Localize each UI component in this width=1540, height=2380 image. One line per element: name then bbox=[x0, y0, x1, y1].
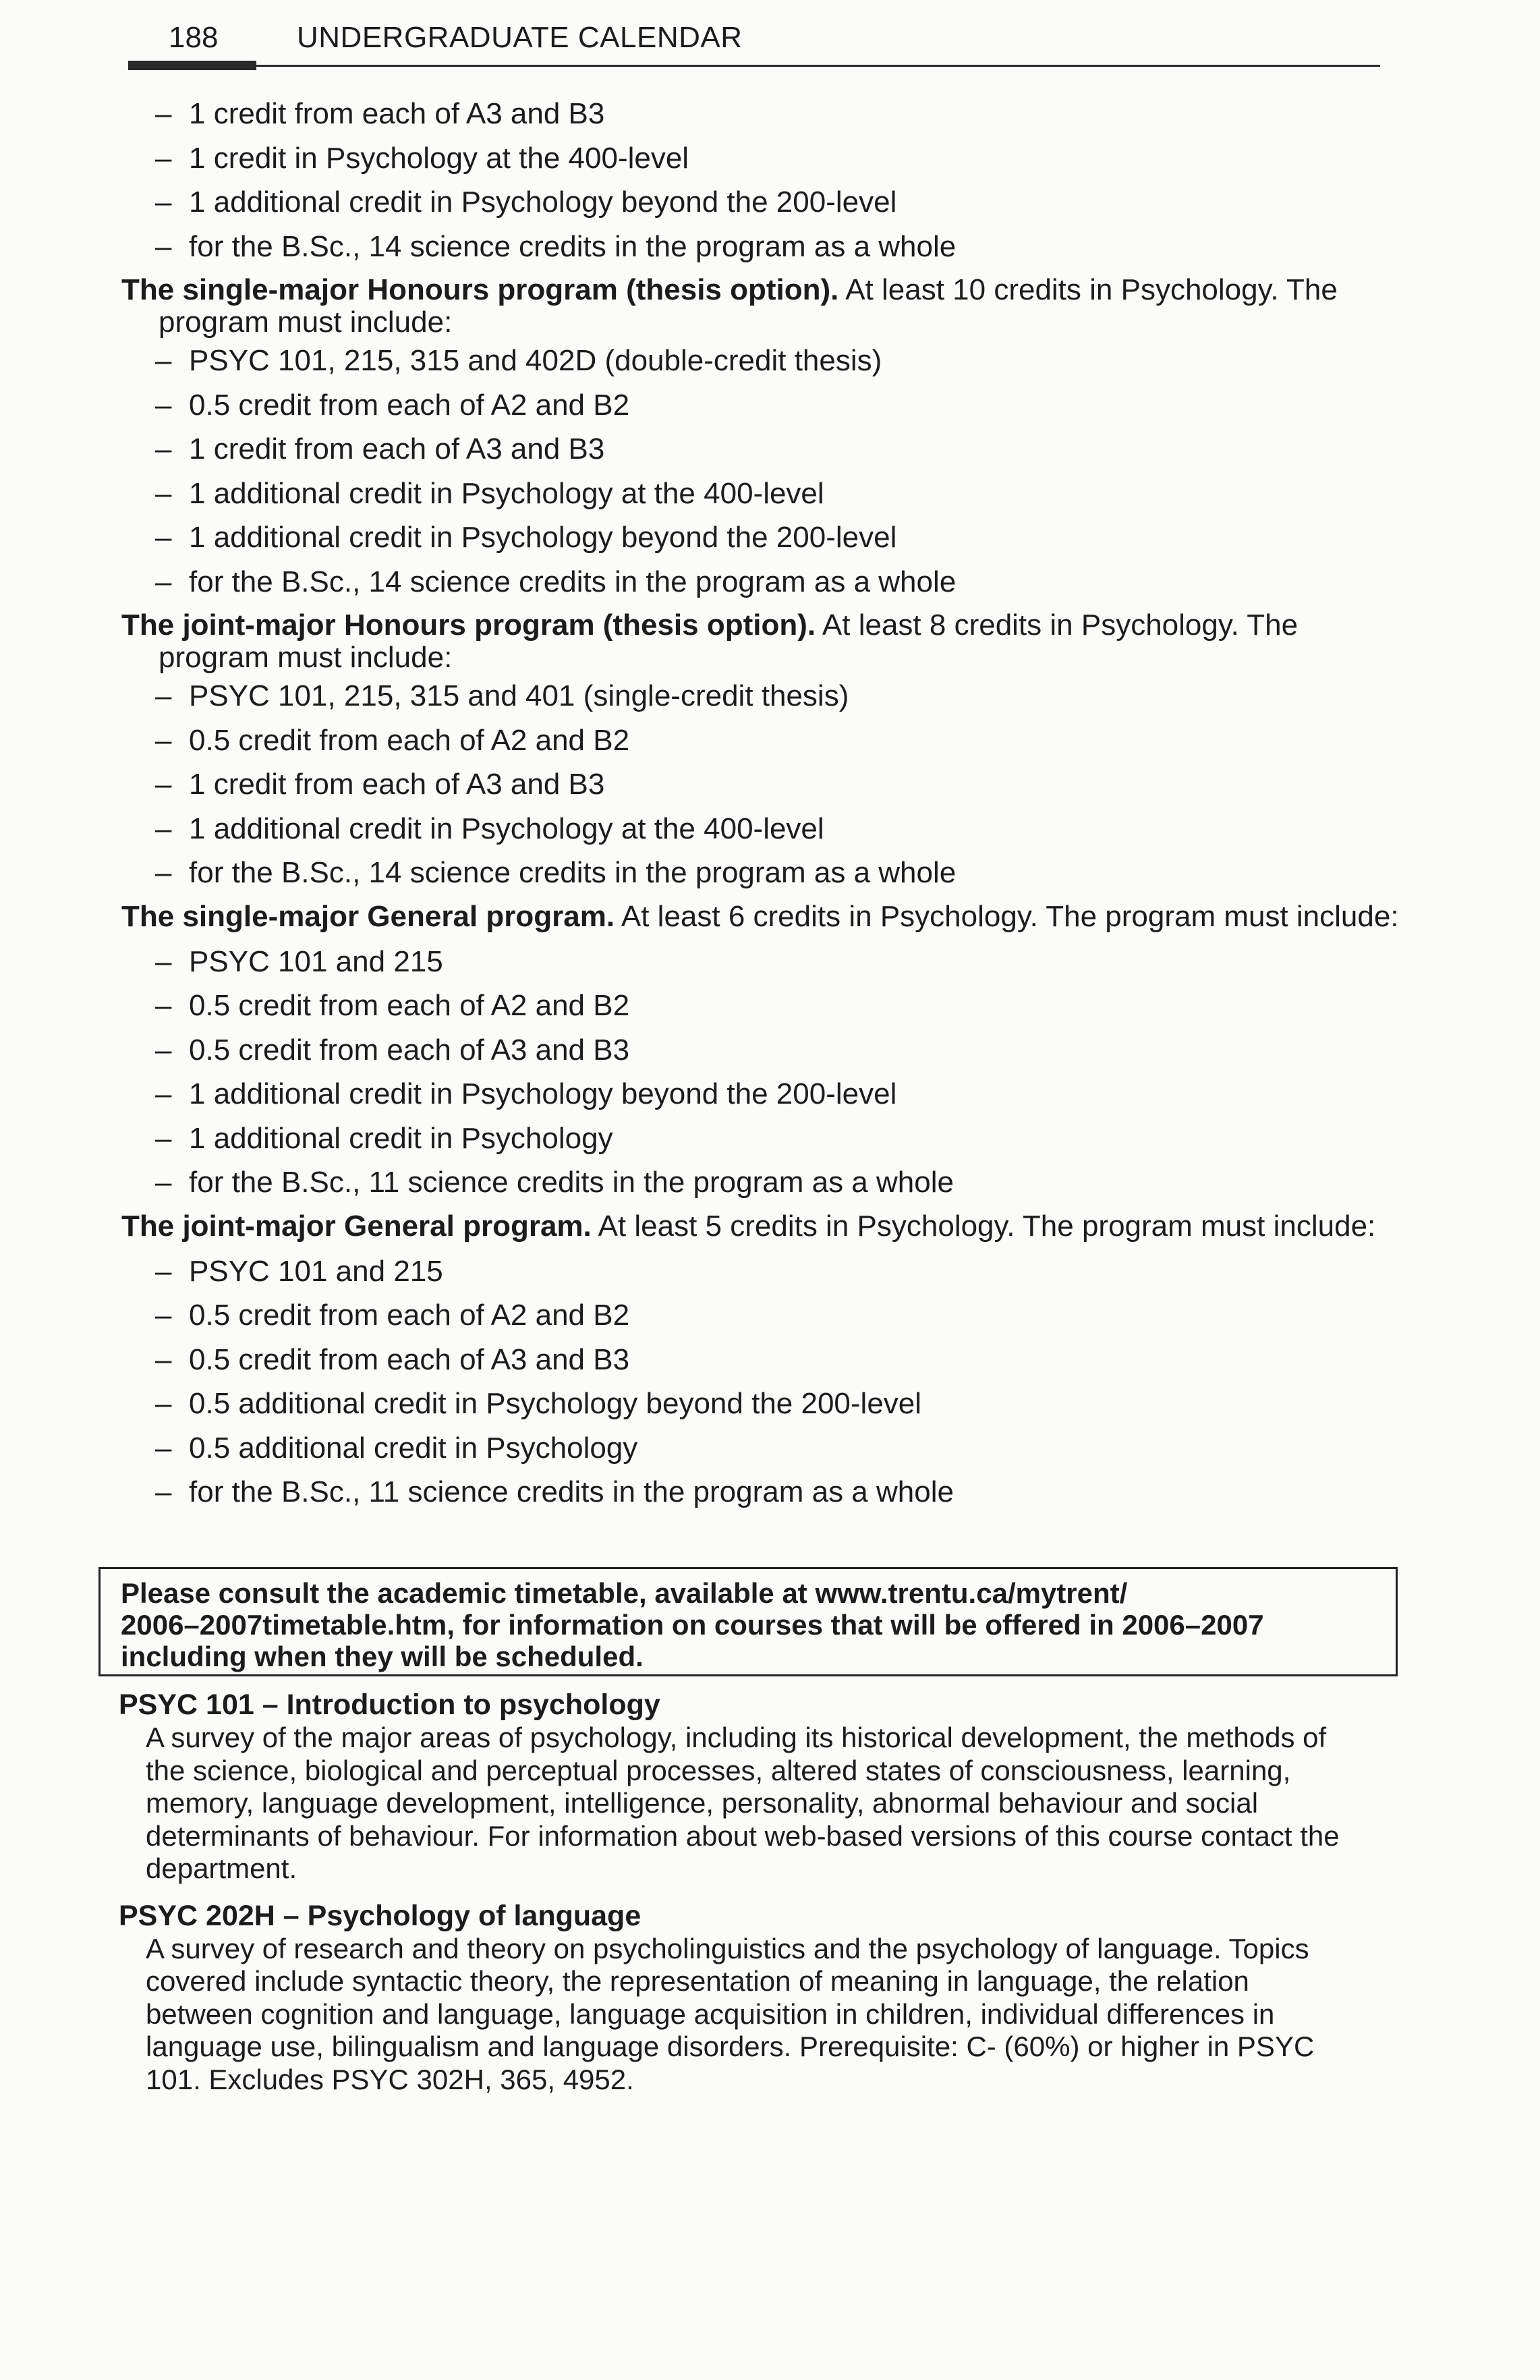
running-head: UNDERGRADUATE CALENDAR bbox=[297, 21, 743, 54]
description-line: covered include syntactic theory, the representation of meaning in language, the relation bbox=[146, 1965, 1249, 1997]
continued-requirements-list bbox=[121, 92, 1403, 268]
list-item: – PSYC 101, 215, 315 and 401 (single-credit thesis) bbox=[155, 679, 849, 712]
list-item: – 1 additional credit in Psychology beyond the 200-level bbox=[155, 186, 897, 219]
list-item: – PSYC 101 and 215 bbox=[155, 944, 443, 978]
course-psyc-202h bbox=[119, 1899, 1387, 2097]
program-name: The joint-major Honours program (thesis option). bbox=[121, 608, 816, 642]
description-line: department. bbox=[146, 1852, 297, 1884]
list-item: – 0.5 credit from each of A3 and B3 bbox=[155, 1342, 630, 1376]
list-item: – 0.5 credit from each of A2 and B2 bbox=[155, 388, 630, 422]
notice-line: 2006–2007timetable.htm, for information on courses that will be offered in 2006–2007 bbox=[121, 1609, 1264, 1641]
program-requirements bbox=[121, 92, 1403, 1514]
header-rule-accent bbox=[128, 61, 256, 70]
list-item: – 0.5 additional credit in Psychology beyond the 200-level bbox=[155, 1387, 922, 1420]
page-number: 188 bbox=[169, 21, 219, 54]
program-intro: At least 5 credits in Psychology. The program must include: bbox=[598, 1209, 1376, 1243]
course-description bbox=[119, 1933, 1387, 2097]
course-description bbox=[119, 1722, 1387, 1886]
program-name: The single-major Honours program (thesis option). bbox=[121, 273, 839, 306]
list-item: – 1 credit in Psychology at the 400-level bbox=[155, 141, 689, 175]
description-line: determinants of behaviour. For information about web-based versions of this course contact the bbox=[146, 1819, 1340, 1852]
list-item: – PSYC 101 and 215 bbox=[155, 1254, 443, 1288]
description-line: A survey of research and theory on psycholinguistics and the psychology of language. Topics bbox=[146, 1932, 1309, 1964]
description-line: language use, bilingualism and language disorders. Prerequisite: C- (60%) or higher in PSYC bbox=[146, 2031, 1315, 2062]
notice-line: including when they will be scheduled. bbox=[121, 1641, 644, 1672]
list-item: – 1 additional credit in Psychology at the 400-level bbox=[155, 476, 824, 510]
notice-line: Please consult the academic timetable, available at www.trentu.ca/mytrent/ bbox=[121, 1577, 1128, 1609]
program-name: The single-major General program. bbox=[121, 899, 615, 933]
course-title: PSYC 101 – Introduction to psychology bbox=[119, 1689, 660, 1721]
program-intro: At least 8 credits in Psychology. The bbox=[822, 608, 1299, 642]
program-heading bbox=[121, 895, 1403, 940]
header-rule bbox=[128, 65, 1380, 67]
course-descriptions bbox=[119, 1688, 1387, 2109]
list-item: – 1 additional credit in Psychology at the 400-level bbox=[155, 812, 824, 845]
page-header bbox=[128, 12, 1380, 73]
list-item: – 0.5 credit from each of A2 and B2 bbox=[155, 723, 630, 757]
timetable-notice-box bbox=[98, 1567, 1398, 1676]
program-heading bbox=[121, 604, 1403, 674]
description-line: A survey of the major areas of psychology, including its historical development, the methods of bbox=[146, 1722, 1327, 1753]
program-joint-major-honours bbox=[121, 604, 1403, 895]
requirements-list bbox=[121, 1249, 1403, 1514]
program-intro: At least 6 credits in Psychology. The program must include: bbox=[621, 899, 1399, 933]
list-item: – for the B.Sc., 11 science credits in the program as a whole bbox=[155, 1475, 954, 1508]
program-single-major-honours bbox=[121, 268, 1403, 604]
list-item: – 1 credit from each of A3 and B3 bbox=[155, 432, 605, 465]
list-item: – 0.5 credit from each of A3 and B3 bbox=[155, 1033, 630, 1067]
list-item: – 1 additional credit in Psychology beyond the 200-level bbox=[155, 521, 897, 554]
list-item: – 0.5 credit from each of A2 and B2 bbox=[155, 1299, 630, 1332]
list-item: – for the B.Sc., 14 science credits in the program as a whole bbox=[155, 565, 957, 598]
requirements-list bbox=[121, 339, 1403, 604]
list-item: – 0.5 additional credit in Psychology bbox=[155, 1431, 638, 1465]
program-heading bbox=[121, 1205, 1403, 1249]
program-single-major-general bbox=[121, 895, 1403, 1205]
program-intro-continued: program must include: bbox=[159, 306, 453, 339]
description-line: 101. Excludes PSYC 302H, 365, 4952. bbox=[146, 2063, 634, 2095]
list-item: – 1 credit from each of A3 and B3 bbox=[155, 768, 605, 801]
requirements-list bbox=[121, 674, 1403, 895]
program-intro-continued: program must include: bbox=[159, 641, 453, 674]
description-line: memory, language development, intelligence, personality, abnormal behaviour and social bbox=[146, 1787, 1259, 1819]
program-intro: At least 10 credits in Psychology. The bbox=[845, 273, 1338, 306]
list-item: – 1 credit from each of A3 and B3 bbox=[155, 97, 605, 130]
list-item: – for the B.Sc., 11 science credits in the program as a whole bbox=[155, 1166, 954, 1199]
list-item: – for the B.Sc., 14 science credits in the program as a whole bbox=[155, 856, 957, 889]
list-item: – 0.5 credit from each of A2 and B2 bbox=[155, 989, 630, 1022]
list-item: – 1 additional credit in Psychology bbox=[155, 1121, 613, 1155]
requirements-list bbox=[121, 940, 1403, 1205]
course-title: PSYC 202H – Psychology of language bbox=[119, 1899, 641, 1932]
course-psyc-101 bbox=[119, 1688, 1387, 1886]
program-heading bbox=[121, 268, 1403, 339]
program-joint-major-general bbox=[121, 1205, 1403, 1514]
program-name: The joint-major General program. bbox=[121, 1209, 592, 1243]
list-item: – PSYC 101, 215, 315 and 402D (double-credit thesis) bbox=[155, 344, 882, 377]
description-line: between cognition and language, language acquisition in children, individual differences in bbox=[146, 1998, 1275, 2030]
list-item: – 1 additional credit in Psychology beyond the 200-level bbox=[155, 1077, 897, 1110]
description-line: the science, biological and perceptual processes, altered states of consciousness, learning, bbox=[146, 1754, 1291, 1786]
list-item: – for the B.Sc., 14 science credits in the program as a whole bbox=[155, 229, 957, 263]
